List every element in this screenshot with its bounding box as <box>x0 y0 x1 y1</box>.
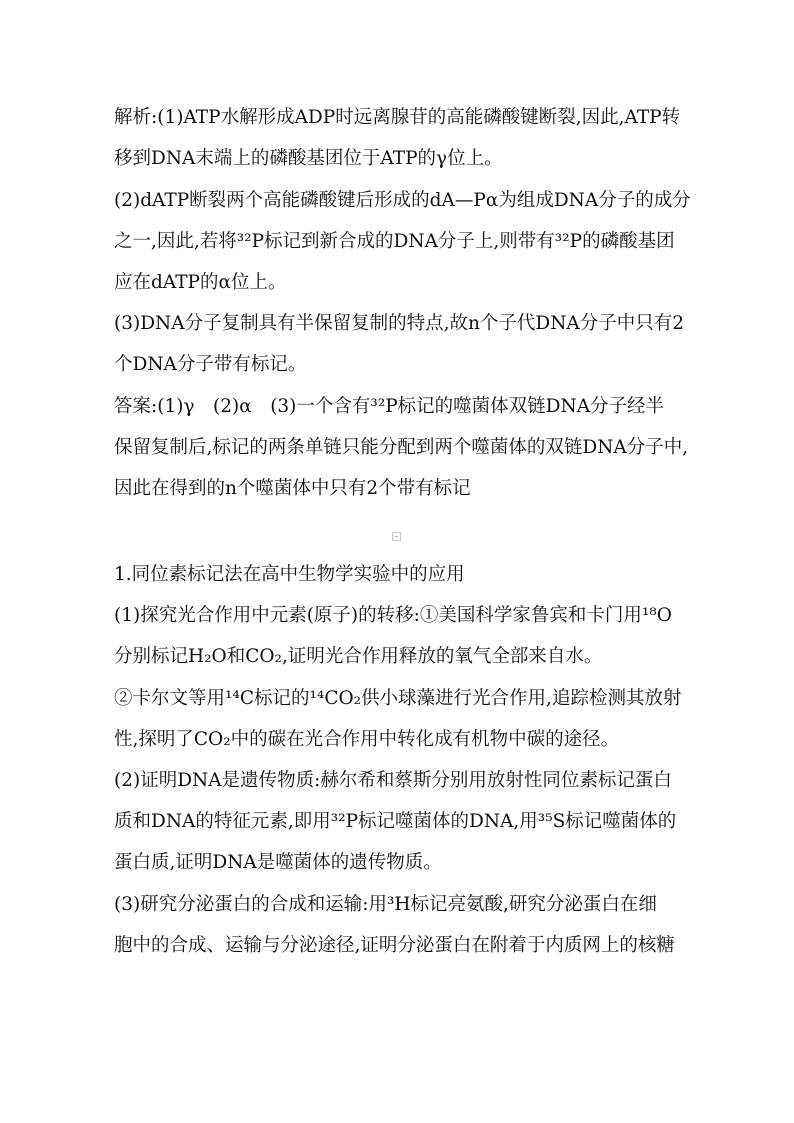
section-item-2 <box>114 760 684 883</box>
text-line: 性,探明了CO₂中的碳在光合作用中转化成有机物中碳的途径。 <box>114 729 620 750</box>
text-line: 蛋白质,证明DNA是噬菌体的遗传物质。 <box>114 852 442 873</box>
text-line: 应在dATP的α位上。 <box>114 272 287 293</box>
analysis-paragraph-3 <box>114 303 684 385</box>
section-item-3 <box>114 884 684 966</box>
text-line: (3)DNA分子复制具有半保留复制的特点,故n个子代DNA分子中只有2 <box>114 313 685 334</box>
text-line: (3)研究分泌蛋白的合成和运输:用³H标记亮氨酸,研究分泌蛋白在细 <box>114 894 657 915</box>
text-line: 移到DNA末端上的磷酸基团位于ATP的γ位上。 <box>114 148 503 169</box>
text-line: 个DNA分子带有标记。 <box>114 354 307 375</box>
section-heading: 1.同位素标记法在高中生物学实验中的应用 <box>114 564 465 585</box>
analysis-paragraph-2 <box>114 180 691 303</box>
text-line: (2)证明DNA是遗传物质:赫尔希和蔡斯分别用放射性同位素标记蛋白 <box>114 770 672 791</box>
text-line: ②卡尔文等用¹⁴C标记的¹⁴CO₂供小球藻进行光合作用,追踪检测其放射 <box>114 688 682 709</box>
text-line: 分别标记H₂O和CO₂,证明光合作用释放的氧气全部来自水。 <box>114 646 603 667</box>
answer-paragraph <box>114 386 689 509</box>
image-placeholder-icon <box>392 532 401 541</box>
analysis-paragraph-1 <box>114 97 684 179</box>
text-line: 保留复制后,标记的两条单链只能分配到两个噬菌体的双链DNA分子中, <box>114 437 689 458</box>
text-line: 之一,因此,若将³²P标记到新合成的DNA分子上,则带有³²P的磷酸基团 <box>114 231 675 252</box>
section-item-1b <box>114 678 684 760</box>
text-line: 答案:(1)γ (2)α (3)一个含有³²P标记的噬菌体双链DNA分子经半 <box>114 396 665 417</box>
text-line: (1)探究光合作用中元素(原子)的转移:①美国科学家鲁宾和卡门用¹⁸O <box>114 605 672 626</box>
text-line: 解析:(1)ATP水解形成ADP时远离腺苷的高能磷酸键断裂,因此,ATP转 <box>114 107 681 128</box>
text-line: (2)dATP断裂两个高能磷酸键后形成的dA—Pα为组成DNA分子的成分 <box>114 190 691 211</box>
text-line: 胞中的合成、运输与分泌途径,证明分泌蛋白在附着于内质网上的核糖 <box>114 935 675 956</box>
text-line: 因此在得到的n个噬菌体中只有2个带有标记 <box>114 478 471 499</box>
section-item-1 <box>114 595 684 677</box>
text-line: 质和DNA的特征元素,即用³²P标记噬菌体的DNA,用³⁵S标记噬菌体的 <box>114 811 677 832</box>
